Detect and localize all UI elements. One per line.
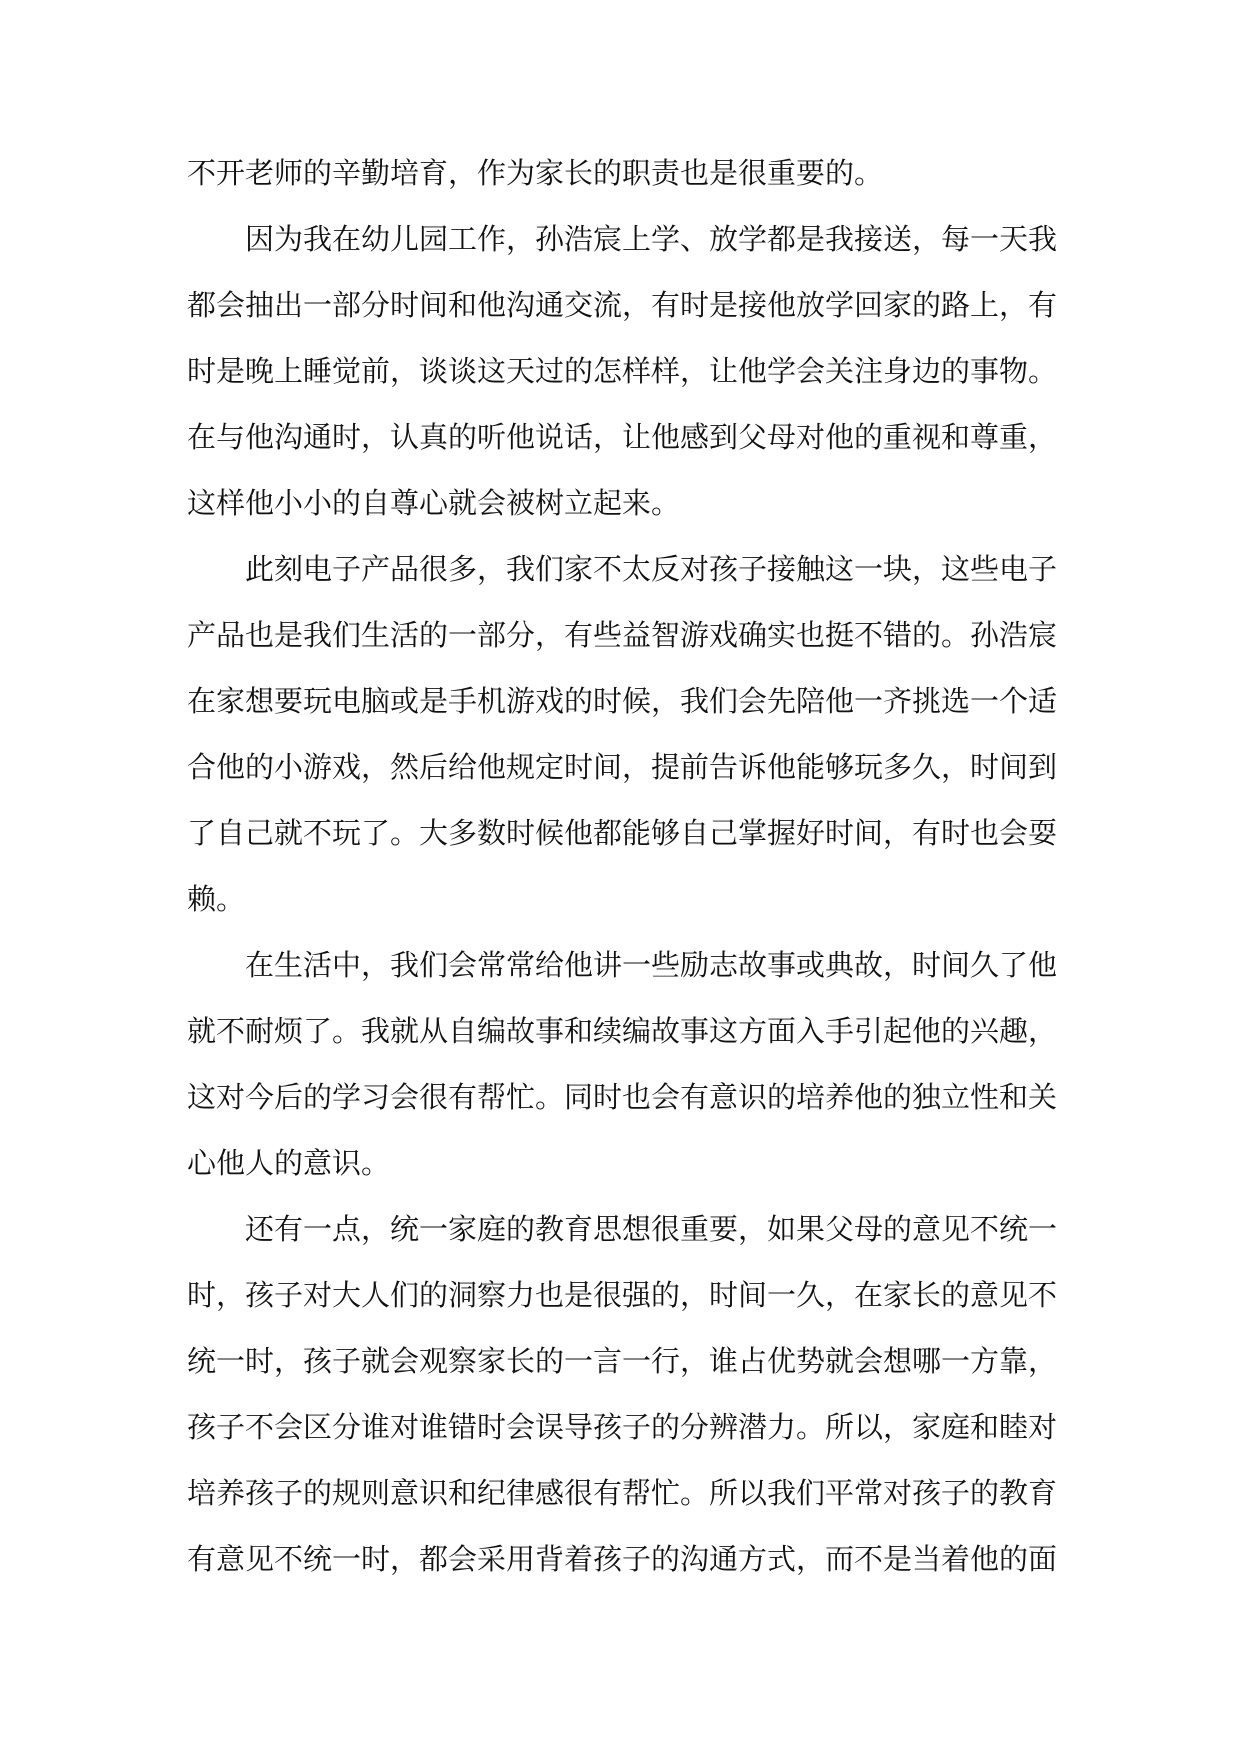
- text-line: 赖。: [187, 882, 246, 916]
- text-line: 此刻电子产品很多，我们家不太反对孩子接触这一块，这些电子: [245, 552, 1058, 586]
- text-line: 心他人的意识。: [187, 1146, 391, 1180]
- document-page: [187, 140, 1057, 1592]
- text-line: 合他的小游戏，然后给他规定时间，提前告诉他能够玩多久，时间到: [187, 750, 1058, 784]
- text-line: 培养孩子的规则意识和纪律感很有帮忙。所以我们平常对孩子的教育: [187, 1476, 1058, 1510]
- text-line: 因为我在幼儿园工作，孙浩宸上学、放学都是我接送，每一天我: [245, 222, 1058, 256]
- text-line: 这对今后的学习会很有帮忙。同时也会有意识的培养他的独立性和关: [187, 1080, 1058, 1114]
- text-line: 在与他沟通时，认真的听他说话，让他感到父母对他的重视和尊重，: [187, 420, 1058, 454]
- text-line: 在家想要玩电脑或是手机游戏的时候，我们会先陪他一齐挑选一个适: [187, 684, 1058, 718]
- text-line: 都会抽出一部分时间和他沟通交流，有时是接他放学回家的路上，有: [187, 288, 1058, 322]
- text-line: 有意见不统一时，都会采用背着孩子的沟通方式，而不是当着他的面: [187, 1542, 1058, 1576]
- text-line: 不开老师的辛勤培育，作为家长的职责也是很重要的。: [187, 156, 884, 190]
- text-line: 在生活中，我们会常常给他讲一些励志故事或典故，时间久了他: [245, 948, 1058, 982]
- text-line: 就不耐烦了。我就从自编故事和续编故事这方面入手引起他的兴趣，: [187, 1014, 1058, 1048]
- text-line: 时，孩子对大人们的洞察力也是很强的，时间一久，在家长的意见不: [187, 1278, 1058, 1312]
- text-line: 时是晚上睡觉前，谈谈这天过的怎样样，让他学会关注身边的事物。: [187, 354, 1058, 388]
- text-line: 还有一点，统一家庭的教育思想很重要，如果父母的意见不统一: [245, 1212, 1058, 1246]
- text-line: 产品也是我们生活的一部分，有些益智游戏确实也挺不错的。孙浩宸: [187, 618, 1058, 652]
- text-line: 了自己就不玩了。大多数时候他都能够自己掌握好时间，有时也会耍: [187, 816, 1058, 850]
- text-line: 孩子不会区分谁对谁错时会误导孩子的分辨潜力。所以，家庭和睦对: [187, 1410, 1058, 1444]
- text-line: 统一时，孩子就会观察家长的一言一行，谁占优势就会想哪一方靠，: [187, 1344, 1058, 1378]
- text-line: 这样他小小的自尊心就会被树立起来。: [187, 486, 681, 520]
